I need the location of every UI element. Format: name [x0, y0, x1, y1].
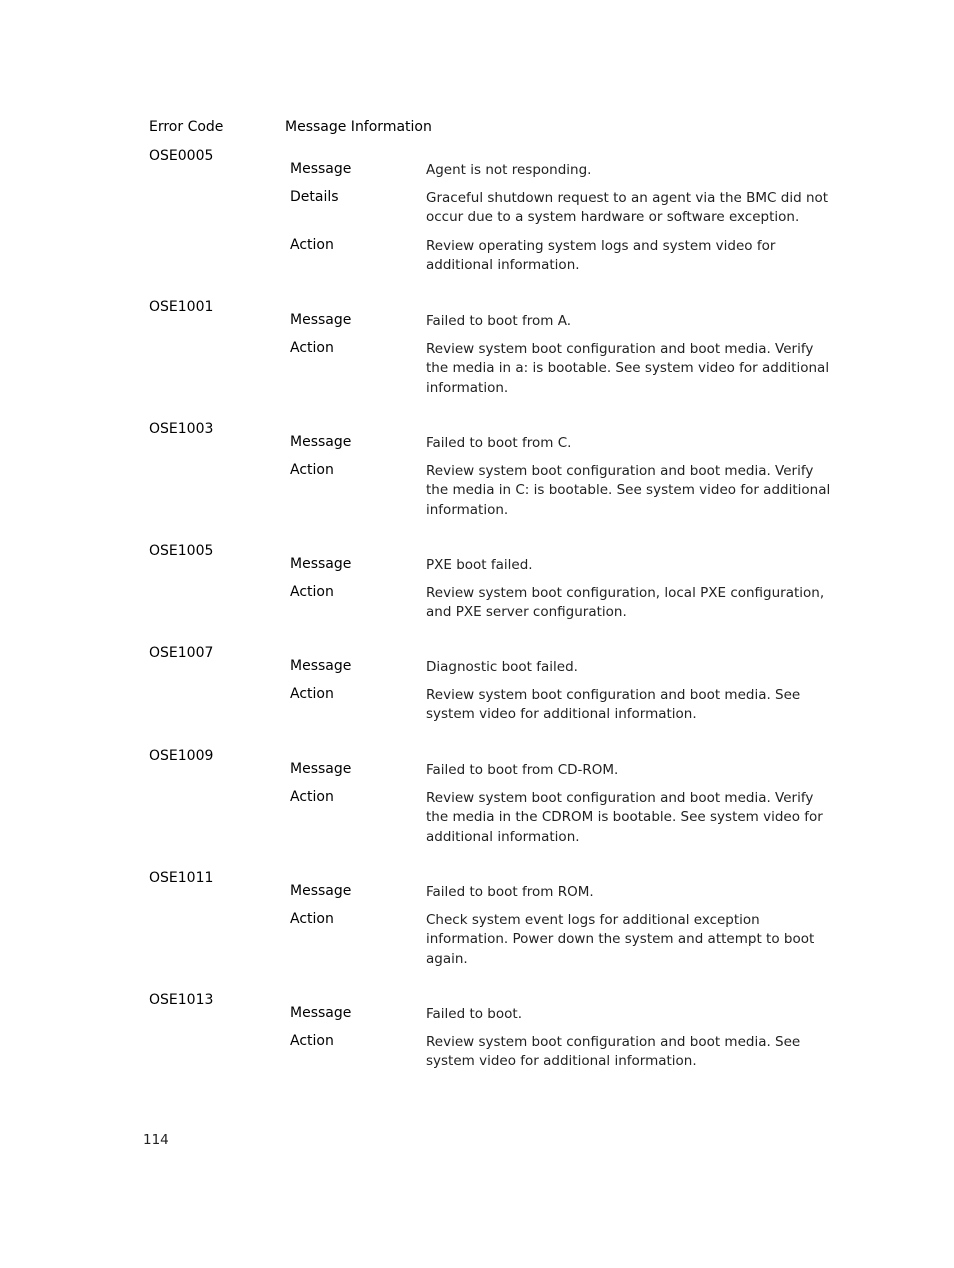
message-label: Message — [290, 1005, 352, 1021]
error-code: OSE1005 — [149, 543, 214, 559]
message-label: Message — [290, 658, 352, 674]
message-label: Message — [290, 761, 352, 777]
action-label: Action — [290, 789, 334, 805]
action-label: Action — [290, 584, 334, 600]
error-code: OSE1011 — [149, 870, 214, 886]
column-header-error-code: Error Code — [149, 119, 224, 135]
message-label: Message — [290, 434, 352, 450]
error-code: OSE0005 — [149, 148, 214, 164]
action-text: Review system boot configuration and boot media. Verify the media in a: is bootable. See system video for additional information. — [426, 341, 830, 396]
message-text: PXE boot failed. — [426, 557, 533, 573]
error-code: OSE1013 — [149, 992, 214, 1008]
action-label: Action — [290, 911, 334, 927]
details-text: Graceful shutdown request to an agent via the BMC did not occur due to a system hardware or software exception. — [426, 190, 829, 226]
action-text: Review system boot configuration, local PXE configuration, and PXE server configuration. — [426, 585, 825, 621]
error-code: OSE1009 — [149, 748, 214, 764]
action-label: Action — [290, 1033, 334, 1049]
message-text: Failed to boot from C. — [426, 435, 572, 451]
message-text: Diagnostic boot failed. — [426, 659, 578, 675]
action-text: Check system event logs for additional exception information. Power down the system and attempt to boot again. — [426, 912, 815, 967]
error-code: OSE1007 — [149, 645, 214, 661]
message-text: Failed to boot from CD-ROM. — [426, 762, 619, 778]
page-number: 114 — [143, 1132, 169, 1148]
message-label: Message — [290, 312, 352, 328]
error-code: OSE1003 — [149, 421, 214, 437]
details-label: Details — [290, 189, 339, 205]
action-text: Review operating system logs and system video for additional information. — [426, 238, 776, 274]
action-text: Review system boot configuration and boot media. Verify the media in the CDROM is bootable. See system video for additional information. — [426, 790, 823, 845]
action-text: Review system boot configuration and boot media. See system video for additional information. — [426, 1034, 801, 1070]
action-label: Action — [290, 340, 334, 356]
message-label: Message — [290, 556, 352, 572]
message-text: Agent is not responding. — [426, 162, 592, 178]
action-label: Action — [290, 462, 334, 478]
message-text: Failed to boot from A. — [426, 313, 571, 329]
message-label: Message — [290, 161, 352, 177]
message-text: Failed to boot. — [426, 1006, 522, 1022]
action-text: Review system boot configuration and boot media. Verify the media in C: is bootable. See system video for additional information. — [426, 463, 831, 518]
action-label: Action — [290, 237, 334, 253]
action-text: Review system boot configuration and boot media. See system video for additional information. — [426, 687, 801, 723]
message-label: Message — [290, 883, 352, 899]
action-label: Action — [290, 686, 334, 702]
message-text: Failed to boot from ROM. — [426, 884, 594, 900]
column-header-message-information: Message Information — [285, 119, 432, 135]
error-code: OSE1001 — [149, 299, 214, 315]
